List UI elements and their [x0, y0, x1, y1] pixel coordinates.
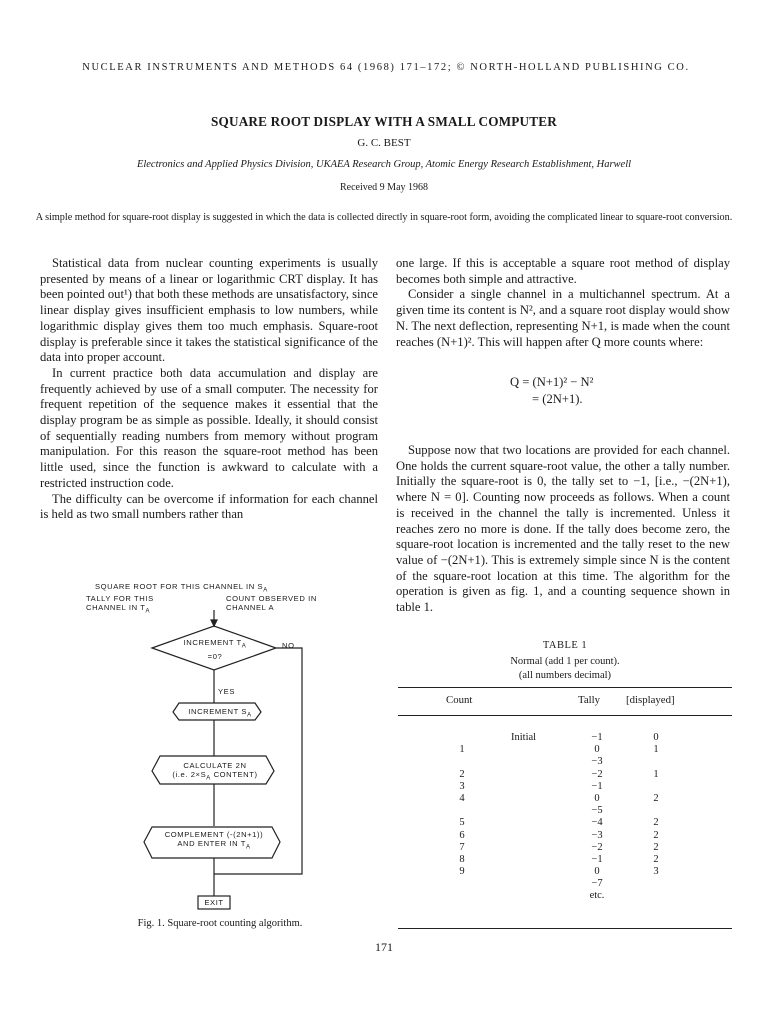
no-label: NO: [282, 641, 295, 650]
table-cell-count: 2: [459, 768, 465, 780]
table-cell-displayed: 0: [653, 732, 659, 743]
table-rule-top: [398, 687, 732, 688]
flowchart-figure: [80, 576, 380, 916]
paragraph: The difficulty can be overcome if information for each channel is held as two small numbers rather than: [40, 491, 378, 522]
table-cell-count: 5: [459, 817, 465, 829]
equation: [510, 374, 593, 408]
flow-label-count: COUNT OBSERVED IN CHANNEL A: [226, 594, 317, 612]
author-affiliation: Electronics and Applied Physics Division, UKAEA Research Group, Atomic Energy Research Establishment, Harwell: [136, 159, 632, 170]
table-label: TABLE 1: [542, 640, 588, 651]
table-cell-count: 9: [459, 866, 465, 878]
calculate-label: CALCULATE 2N (i.e. $2\times S_A$ CONTENT): [172, 761, 258, 782]
table-initial-label: Initial: [511, 732, 537, 743]
received-date: Received 9 May 1968: [339, 182, 429, 193]
page-number: 171: [375, 940, 393, 954]
equation-line-2: = (2N+1).: [532, 392, 583, 406]
equation-line-1: Q = (N+1)² − N²: [510, 375, 594, 389]
table-cell-tally: −4: [591, 817, 603, 829]
flow-label-tally: TALLY FOR THIS CHANNEL IN $T_A$: [86, 594, 154, 615]
table-cell-displayed: 2: [653, 792, 659, 804]
yes-label: YES: [218, 687, 235, 696]
table-cell-displayed: 2: [653, 853, 659, 865]
table-rule-header: [398, 715, 732, 716]
table-cell-count: [452, 878, 472, 890]
table-cell-displayed: 2: [653, 841, 659, 853]
table-cell-displayed: 3: [653, 866, 659, 878]
table-cell-count: 4: [459, 792, 465, 804]
increment-label: INCREMENT $S_A$: [188, 707, 252, 719]
table-cell-tally: −1: [591, 780, 603, 792]
table-cell-count: 1: [459, 744, 465, 756]
table-cell-displayed: 2: [653, 817, 659, 829]
complement-label: COMPLEMENT (-(2N+1)) AND ENTER IN $T_A$: [164, 830, 264, 851]
table-cell-displayed: [646, 890, 666, 902]
table-cell-count: 7: [459, 841, 465, 853]
table-header-count: Count: [446, 694, 473, 706]
table-cell-tally: −3: [591, 756, 603, 768]
table-cell-tally: −3: [591, 829, 603, 841]
table-rule-bottom: [398, 928, 732, 929]
table-cell-displayed: 2: [653, 829, 659, 841]
table-cell-count: 6: [459, 829, 465, 841]
table-header-tally: Tally: [578, 694, 601, 706]
table-column-tally: [580, 732, 614, 903]
table-cell-displayed: [646, 805, 666, 817]
table-column-displayed: [646, 732, 666, 903]
table-cell-displayed: 1: [653, 744, 659, 756]
table-cell-tally: −1: [591, 732, 603, 743]
arrowhead: [211, 620, 217, 626]
table-cell-count: [452, 732, 472, 744]
table-cell-tally: −2: [591, 841, 603, 853]
table-cell-tally: −5: [591, 805, 603, 817]
table-cell-count: [452, 890, 472, 902]
table-cell-tally: −7: [591, 878, 603, 890]
paragraph: Consider a single channel in a multichannel spectrum. At a given time its content is N², and a square root display would show N. The next deflection, representing N+1, is made when the count reaches (N+1)². This will happen after Q more counts where:: [396, 287, 730, 349]
table-cell-tally: −1: [591, 853, 603, 865]
table-caption-2: (all numbers decimal): [518, 670, 612, 681]
table-header-displayed: [displayed]: [626, 694, 675, 706]
table-cell-displayed: [646, 781, 666, 793]
right-column-lower: [396, 443, 730, 616]
table-cell-count: 8: [459, 853, 465, 865]
paragraph: In current practice both data accumulation and display are frequently achieved by use of a small computer. The necessity for frequent repetition of the sequence makes it essential that the display program be as simple as possible. Ideally, it should consist of sequentially reading numbers from memory without program manipulation. For this reason the square-root method has been little used, since the function is awkward to calculate with a restricted instruction code.: [40, 365, 378, 490]
table-cell-tally: 0: [594, 792, 600, 804]
table-cell-displayed: [646, 878, 666, 890]
decision-label: INCREMENT $T_A$ =0?: [183, 638, 247, 661]
table-cell-tally: −2: [591, 768, 603, 780]
article-author: G. C. BEST: [357, 137, 411, 149]
table-cell-displayed: 1: [653, 768, 659, 780]
table-column-count: [452, 732, 472, 903]
paragraph: Suppose now that two locations are provided for each channel. One holds the current square-root value, the other a tally number. Initially the square-root is 0, the tally set to −1, [i.e., −(2N+1), where N = 0]. Counting now proceeds as follows. When a count is received in the channel the tally is incremented. Unless it reaches zero no more is done. If the tally does become zero, the square-root location is incremented and the tally reset to the new value of −(2N+1). This is extremely simple since N is the content of the square-root location at this time. The algorithm for the operation is given as fig. 1, and a counting sequence shown in table 1.: [396, 443, 730, 615]
figure-caption: Fig. 1. Square-root counting algorithm.: [137, 918, 303, 929]
paragraph: one large. If this is acceptable a square root method of display becomes both simple and attractive.: [396, 256, 730, 286]
table-cell-tally: 0: [594, 866, 600, 878]
article-title: SQUARE ROOT DISPLAY WITH A SMALL COMPUTER: [210, 114, 558, 129]
table-cell-count: [452, 805, 472, 817]
journal-header: NUCLEAR INSTRUMENTS AND METHODS 64 (1968) 171–172; © NORTH-HOLLAND PUBLISHING CO.: [82, 62, 690, 73]
right-column: [396, 256, 730, 350]
table-cell-tally: 0: [594, 744, 600, 756]
abstract: A simple method for square-root display is suggested in which the data is collected directly in square-root form, avoiding the complicated linear to square-root conversion.: [35, 212, 733, 223]
exit-label: EXIT: [204, 898, 224, 907]
flow-label-squareroot: SQUARE ROOT FOR THIS CHANNEL IN $S_A$: [95, 582, 268, 594]
table-caption-1: Normal (add 1 per count).: [510, 656, 620, 667]
paragraph: Statistical data from nuclear counting experiments is usually presented by means of a linear or logarithmic CRT display. It has been pointed out¹) that both these methods are unsatisfactory, since linear display gives insufficient emphasis to low numbers, while logarithmic display gives them too much emphasis. Square-root display is preferable since it takes the statistical significance of the data into proper account.: [40, 256, 378, 365]
left-column: [40, 256, 378, 523]
table-cell-tally: etc.: [589, 890, 605, 902]
table-cell-count: [452, 756, 472, 768]
table-cell-displayed: [646, 756, 666, 768]
table-cell-count: 3: [459, 780, 465, 792]
